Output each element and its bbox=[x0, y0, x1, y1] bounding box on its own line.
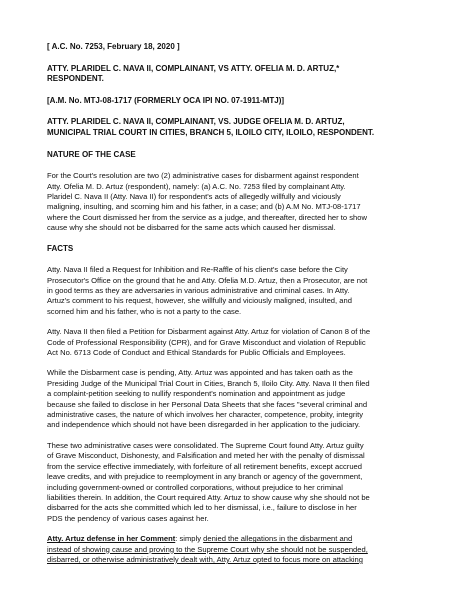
nature-paragraph: For the Court's resolution are two (2) administrative cases for disbarment against respondent Atty. Ofelia M. D. Artuz (respondent), namely: (a) A.C. No. 7253 filed by complainant Atty. Plaridel C. Nava II (Atty. Nava II) for respondent's acts of allegedly willfully and viciously maligning, insulting, and scorning him and his father, in a case; and (b) A.M No. MTJ-08-1717 where the Court dismissed her from the service as a judge, and thereafter, directed her to show cause why she should not be disbarred for the same acts which caused her dismissal. bbox=[47, 171, 367, 233]
facts-paragraph-3: While the Disbarment case is pending, Atty. Artuz was appointed and has taken oath as the Presiding Judge of the Municipal Trial Court in Cities, Branch 5, Iloilo City. Atty. Nava II then filed a complaint-petition seeking to nullify respondent's nomination and appointment as judge because she failed to disclose in her Personal Data Sheets that she faces "several criminal and administrative cases, the nature of which involves her character, competence, probity, integrity and independence which should not have been disregarded in her application to the judiciary. bbox=[47, 368, 370, 430]
section-heading-nature: NATURE OF THE CASE bbox=[47, 149, 136, 159]
defense-colon: : bbox=[175, 534, 180, 544]
case-parties-first: ATTY. PLARIDEL C. NAVA II, COMPLAINANT, VS ATTY. OFELIA M. D. ARTUZ,* RESPONDENT. bbox=[47, 63, 340, 84]
case-citation: [ A.C. No. 7253, February 18, 2020 ] bbox=[47, 42, 180, 51]
facts-paragraph-1: Atty. Nava II filed a Request for Inhibition and Re-Raffle of his client's case before the City Prosecutor's Office on the ground that he and Atty. Ofelia M.D. Artuz, then a Prosecutor, are not in good terms as they are adversaries in various administrative and criminal cases. In Atty. Artuz's comment to his request, however, she willfully and viciously maligned, insulted, and scorned him and his father, who is not a party to the case. bbox=[47, 265, 368, 316]
facts-paragraph-2: Atty. Nava II then filed a Petition for Disbarment against Atty. Artuz for violation of Canon 8 of the Code of Professional Responsibility (CPR), and for Grave Misconduct and violation of Republic Act No. 6713 Code of Conduct and Ethical Standards for Public Officials and Employees. bbox=[47, 327, 371, 358]
section-heading-facts: FACTS bbox=[47, 243, 74, 253]
defense-plain-text: simply bbox=[179, 534, 204, 544]
defense-paragraph bbox=[47, 534, 434, 565]
defense-lead: Atty. Artuz defense in her Comment bbox=[47, 534, 176, 544]
case-parties-second: ATTY. PLARIDEL C. NAVA II, COMPLAINANT, VS. JUDGE OFELIA M. D. ARTUZ, MUNICIPAL TRIAL COURT IN CITIES, BRANCH 5, ILOILO CITY, ILOILO, RESPONDENT. bbox=[47, 117, 375, 137]
facts-paragraph-4: These two administrative cases were consolidated. The Supreme Court found Atty. Artuz guilty of Grave Misconduct, Dishonesty, and Falsification and meted her with the penalty of dismissal from the service effective immediately, with forfeiture of all retirement benefits, except accrued leave credits, and with prejudice to reemployment in any branch or agency of the government, including government-owned or controlled corporations, without prejudice to her criminal liabilities therein. In addition, the Court required Atty. Artuz to show cause why she should not be disbarred for the acts she committed which led to her dismissal, i.e., failure to disclose in her PDS the pendency of various cases against her. bbox=[47, 440, 370, 523]
defense-underlined-text: denied the allegations in the disbarment and instead of showing cause and proving to the Supreme Court why she should not be suspended, disbarred, or otherwise administratively dealt with, Atty. Artuz opted to focus more on attacking bbox=[47, 534, 368, 564]
case-citation-second: [A.M. No. MTJ-08-1717 (FORMERLY OCA IPI NO. 07-1911-MTJ)] bbox=[47, 95, 285, 105]
